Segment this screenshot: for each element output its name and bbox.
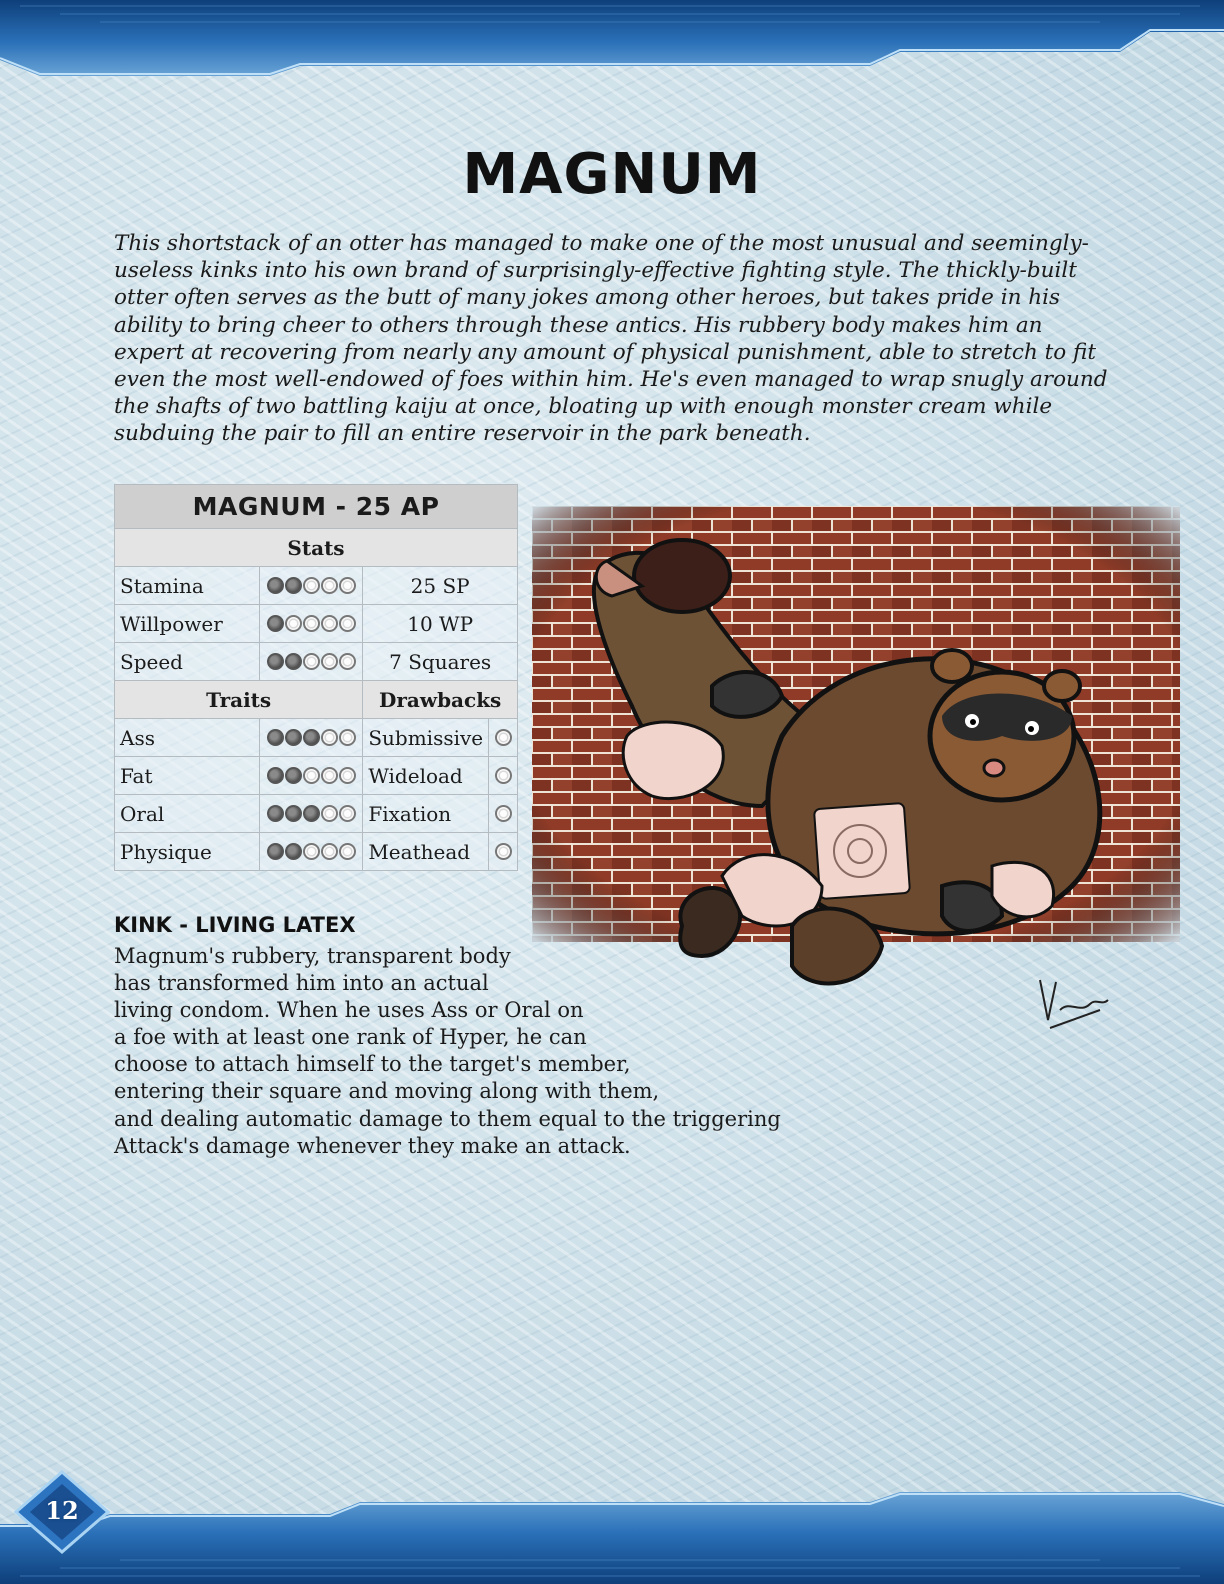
rank-dot-filled: [285, 577, 302, 594]
stats-section-row: [115, 529, 518, 567]
rank-dots: [265, 843, 358, 860]
rank-dot-filled: [267, 843, 284, 860]
drawback-checkbox-icon: [495, 805, 512, 822]
trait-row: [115, 833, 518, 871]
stat-name: Speed: [115, 643, 260, 681]
rank-dots: [265, 767, 358, 784]
trait-row: [115, 719, 518, 757]
stat-block-header: MAGNUM - 25 AP: [115, 485, 518, 529]
rank-dot-empty: [339, 843, 356, 860]
rank-dots: [265, 615, 358, 632]
footer-frame: [0, 1484, 1224, 1584]
rank-dot-empty: [339, 577, 356, 594]
kink-line: and dealing automatic damage to them equal to the triggering: [114, 1106, 781, 1131]
traits-label: Traits: [115, 681, 363, 719]
rank-dot-filled: [285, 767, 302, 784]
stat-value: 10 WP: [363, 605, 518, 643]
drawback-checkbox: [489, 719, 518, 757]
kink-line: Magnum's rubbery, transparent body: [114, 944, 511, 968]
trait-name: Physique: [115, 833, 260, 871]
kink-heading: KINK - LIVING LATEX: [114, 913, 356, 937]
drawbacks-label: Drawbacks: [363, 681, 518, 719]
rank-dot-filled: [303, 805, 320, 822]
rank-dot-filled: [285, 729, 302, 746]
artist-signature: [1030, 970, 1116, 1040]
rank-dots: [265, 653, 358, 670]
trait-name: Fat: [115, 757, 260, 795]
trait-rank: [259, 795, 363, 833]
stat-block-table: [114, 484, 518, 871]
trait-rank: [259, 757, 363, 795]
rank-dot-empty: [321, 805, 338, 822]
stat-row: [115, 605, 518, 643]
rank-dot-empty: [321, 615, 338, 632]
rank-dot-empty: [339, 653, 356, 670]
rank-dot-empty: [303, 653, 320, 670]
stat-name: Willpower: [115, 605, 260, 643]
rank-dot-empty: [303, 615, 320, 632]
drawback-name: Wideload: [363, 757, 489, 795]
rank-dot-empty: [339, 767, 356, 784]
page-title: MAGNUM: [462, 142, 762, 207]
stat-name: Stamina: [115, 567, 260, 605]
kink-line: choose to attach himself to the target's member,: [114, 1052, 631, 1077]
rank-dot-empty: [321, 843, 338, 860]
rank-dot-filled: [285, 653, 302, 670]
rank-dot-empty: [303, 767, 320, 784]
stat-rank: [259, 643, 363, 681]
stat-block-header-row: [115, 485, 518, 529]
traits-body: [115, 719, 518, 871]
drawback-checkbox-icon: [495, 767, 512, 784]
drawback-checkbox: [489, 795, 518, 833]
trait-name: Ass: [115, 719, 260, 757]
kink-line: living condom. When he uses Ass or Oral on: [114, 998, 584, 1023]
kink-line: Attack's damage whenever they make an attack.: [114, 1133, 631, 1158]
rank-dots: [265, 729, 358, 746]
stat-value: 25 SP: [363, 567, 518, 605]
trait-row: [115, 757, 518, 795]
rank-dot-empty: [321, 577, 338, 594]
drawback-checkbox: [489, 833, 518, 871]
trait-rank: [259, 833, 363, 871]
drawback-checkbox-icon: [495, 729, 512, 746]
intro-paragraph: This shortstack of an otter has managed to make one of the most unusual and seemingly-useless kinks into his own brand of surprisingly-effective fighting style. The thickly-built otter often serves as the butt of many jokes among other heroes, but takes pride in his ability to bring cheer to others through these antics. His rubbery body makes him an expert at recovering from nearly any amount of physical punishment, able to stretch to fit even the most well-endowed of foes within him. He's even managed to wrap snugly around the shafts of two battling kaiju at once, bloating up with enough monster cream while subduing the pair to fill an entire reservoir in the park beneath.: [114, 231, 1108, 447]
rank-dots: [265, 577, 358, 594]
rank-dot-filled: [267, 653, 284, 670]
rank-dot-filled: [267, 729, 284, 746]
stats-label: Stats: [115, 529, 518, 567]
rank-dot-filled: [267, 577, 284, 594]
page-number: 12: [45, 1496, 79, 1525]
rank-dot-filled: [267, 767, 284, 784]
kink-line: a foe with at least one rank of Hyper, he can: [114, 1025, 587, 1050]
kink-line: entering their square and moving along with them,: [114, 1079, 660, 1104]
stat-rank: [259, 567, 363, 605]
rank-dot-empty: [321, 729, 338, 746]
trait-rank: [259, 719, 363, 757]
stats-body: [115, 567, 518, 681]
rank-dot-filled: [303, 729, 320, 746]
drawback-name: Meathead: [363, 833, 489, 871]
rank-dot-empty: [339, 805, 356, 822]
drawback-checkbox-icon: [495, 843, 512, 860]
trait-row: [115, 795, 518, 833]
traits-section-row: [115, 681, 518, 719]
rank-dot-empty: [303, 577, 320, 594]
drawback-name: Submissive: [363, 719, 489, 757]
rank-dot-filled: [267, 615, 284, 632]
rank-dot-empty: [339, 729, 356, 746]
rank-dot-empty: [285, 615, 302, 632]
rank-dot-empty: [321, 767, 338, 784]
kink-line: has transformed him into an actual: [114, 971, 489, 996]
trait-name: Oral: [115, 795, 260, 833]
stat-rank: [259, 605, 363, 643]
stat-row: [115, 567, 518, 605]
stat-row: [115, 643, 518, 681]
drawback-name: Fixation: [363, 795, 489, 833]
header-frame: [0, 0, 1224, 78]
kink-description: [114, 943, 781, 1160]
rank-dot-filled: [285, 805, 302, 822]
rank-dot-empty: [303, 843, 320, 860]
rank-dot-filled: [267, 805, 284, 822]
rank-dot-empty: [321, 653, 338, 670]
rank-dot-filled: [285, 843, 302, 860]
rank-dots: [265, 805, 358, 822]
rank-dot-empty: [339, 615, 356, 632]
stat-value: 7 Squares: [363, 643, 518, 681]
drawback-checkbox: [489, 757, 518, 795]
